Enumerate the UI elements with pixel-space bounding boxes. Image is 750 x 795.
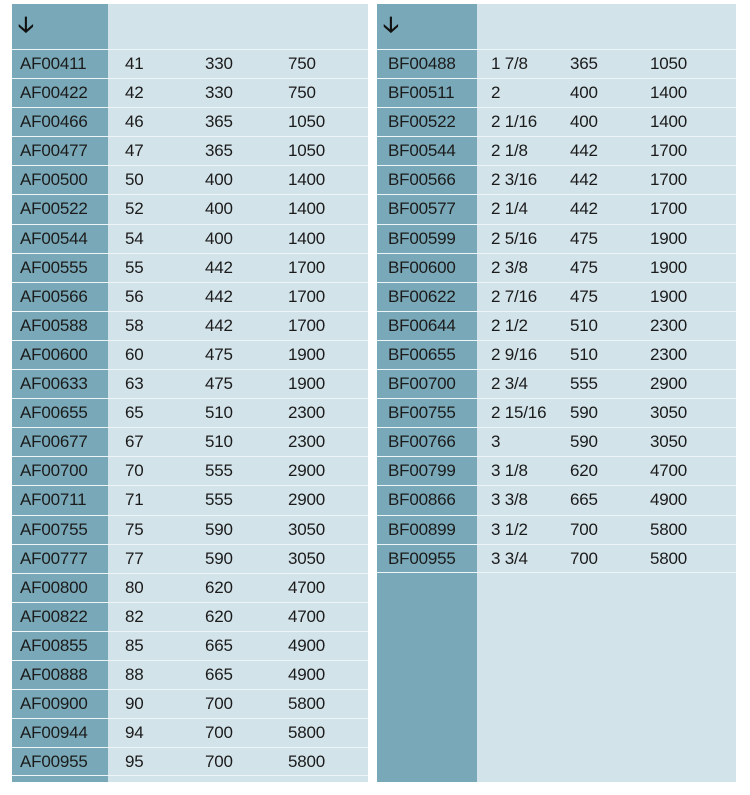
value-a-cell: 400 <box>205 170 233 190</box>
value-a-cell: 442 <box>205 315 233 335</box>
value-a-cell: 510 <box>570 315 598 335</box>
size-cell: 3 1/2 <box>491 519 528 539</box>
value-b-cell: 1900 <box>650 228 688 248</box>
right-table-rows <box>377 49 736 573</box>
table-row <box>12 369 368 398</box>
size-cell: 67 <box>125 432 144 452</box>
table-row <box>377 253 736 282</box>
part-code-cell: BF00544 <box>388 141 456 161</box>
part-code-cell: AF00888 <box>20 664 88 684</box>
part-code-cell: BF00644 <box>388 315 456 335</box>
part-code-cell: AF00555 <box>20 257 88 277</box>
table-row <box>377 282 736 311</box>
value-b-cell: 2300 <box>288 403 326 423</box>
table-row <box>377 107 736 136</box>
value-a-cell: 442 <box>570 170 598 190</box>
part-code-cell: BF00600 <box>388 257 456 277</box>
size-cell: 46 <box>125 112 144 132</box>
table-row <box>12 194 368 223</box>
value-a-cell: 442 <box>205 257 233 277</box>
table-row <box>12 747 368 776</box>
value-b-cell: 5800 <box>650 548 688 568</box>
part-code-cell: BF00899 <box>388 519 456 539</box>
size-cell: 2 3/4 <box>491 374 528 394</box>
value-b-cell: 1900 <box>288 374 326 394</box>
size-cell: 2 3/8 <box>491 257 528 277</box>
part-code-cell: BF00799 <box>388 461 456 481</box>
size-cell: 2 1/2 <box>491 315 528 335</box>
value-a-cell: 475 <box>205 344 233 364</box>
value-b-cell: 1400 <box>650 112 688 132</box>
right-table-panel <box>377 4 736 782</box>
part-code-cell: BF00655 <box>388 344 456 364</box>
value-a-cell: 590 <box>205 548 233 568</box>
value-a-cell: 475 <box>205 374 233 394</box>
table-row <box>377 165 736 194</box>
value-a-cell: 400 <box>570 112 598 132</box>
part-code-cell: AF00466 <box>20 112 88 132</box>
value-a-cell: 510 <box>205 432 233 452</box>
size-cell: 3 3/8 <box>491 490 528 510</box>
value-b-cell: 2300 <box>288 432 326 452</box>
size-cell: 77 <box>125 548 144 568</box>
value-b-cell: 4900 <box>288 664 326 684</box>
value-a-cell: 330 <box>205 83 233 103</box>
table-row <box>12 49 368 78</box>
table-row <box>377 485 736 514</box>
value-b-cell: 1400 <box>650 83 688 103</box>
value-a-cell: 590 <box>570 432 598 452</box>
value-b-cell: 3050 <box>650 403 688 423</box>
size-cell: 3 1/8 <box>491 461 528 481</box>
value-a-cell: 442 <box>570 141 598 161</box>
value-a-cell: 400 <box>205 228 233 248</box>
part-code-cell: AF00655 <box>20 403 88 423</box>
value-a-cell: 442 <box>205 286 233 306</box>
size-cell: 2 1/4 <box>491 199 528 219</box>
part-code-cell: BF00755 <box>388 403 456 423</box>
table-row <box>377 78 736 107</box>
size-cell: 80 <box>125 577 144 597</box>
table-row <box>12 165 368 194</box>
value-b-cell: 1900 <box>650 257 688 277</box>
size-cell: 95 <box>125 752 144 772</box>
value-b-cell: 1700 <box>650 199 688 219</box>
value-a-cell: 400 <box>570 83 598 103</box>
part-code-cell: AF00633 <box>20 374 88 394</box>
part-code-cell: AF00477 <box>20 141 88 161</box>
size-cell: 94 <box>125 723 144 743</box>
part-code-cell: AF00777 <box>20 548 88 568</box>
left-table-panel <box>12 4 368 782</box>
part-code-cell: AF00600 <box>20 344 88 364</box>
value-a-cell: 700 <box>570 548 598 568</box>
part-code-cell: AF00800 <box>20 577 88 597</box>
part-code-cell: AF00900 <box>20 694 88 714</box>
part-code-cell: BF00766 <box>388 432 456 452</box>
table-row <box>12 602 368 631</box>
table-row <box>12 660 368 689</box>
part-code-cell: BF00866 <box>388 490 456 510</box>
table-row <box>377 427 736 456</box>
part-code-cell: BF00622 <box>388 286 456 306</box>
arrow-down-icon: 🡣 <box>383 12 399 37</box>
part-code-cell: AF00955 <box>20 752 88 772</box>
part-code-cell: AF00944 <box>20 723 88 743</box>
table-row <box>377 515 736 544</box>
size-cell: 71 <box>125 490 144 510</box>
table-row <box>12 718 368 747</box>
part-code-cell: AF00566 <box>20 286 88 306</box>
value-b-cell: 4900 <box>650 490 688 510</box>
size-cell: 70 <box>125 461 144 481</box>
size-cell: 82 <box>125 606 144 626</box>
size-cell: 41 <box>125 54 144 73</box>
value-a-cell: 365 <box>570 54 598 73</box>
value-a-cell: 665 <box>570 490 598 510</box>
table-row <box>12 224 368 253</box>
value-b-cell: 1050 <box>650 54 688 73</box>
value-b-cell: 4700 <box>650 461 688 481</box>
table-row <box>377 194 736 223</box>
size-cell: 2 <box>491 83 501 103</box>
table-row <box>377 369 736 398</box>
value-b-cell: 1700 <box>288 286 326 306</box>
size-cell: 2 15/16 <box>491 403 547 423</box>
part-code-cell: AF00522 <box>20 199 88 219</box>
value-b-cell: 1400 <box>288 228 326 248</box>
part-code-cell: AF00422 <box>20 83 88 103</box>
size-cell: 60 <box>125 344 144 364</box>
size-cell: 50 <box>125 170 144 190</box>
table-row <box>377 456 736 485</box>
part-code-cell: AF00822 <box>20 606 88 626</box>
table-row <box>12 282 368 311</box>
part-code-cell: AF00544 <box>20 228 88 248</box>
part-code-cell: AF00711 <box>20 490 87 510</box>
value-a-cell: 620 <box>205 577 233 597</box>
value-b-cell: 5800 <box>288 752 326 772</box>
value-a-cell: 700 <box>205 694 233 714</box>
value-a-cell: 442 <box>570 199 598 219</box>
size-cell: 2 7/16 <box>491 286 538 306</box>
table-row <box>12 78 368 107</box>
part-code-cell: AF00411 <box>20 54 87 73</box>
table-row <box>12 311 368 340</box>
size-cell: 55 <box>125 257 144 277</box>
value-a-cell: 475 <box>570 228 598 248</box>
part-code-cell: BF00566 <box>388 170 456 190</box>
size-cell: 2 1/8 <box>491 141 528 161</box>
value-b-cell: 4700 <box>288 577 326 597</box>
value-a-cell: 555 <box>205 490 233 510</box>
value-b-cell: 1900 <box>650 286 688 306</box>
table-row <box>377 49 736 78</box>
size-cell: 56 <box>125 286 144 306</box>
table-row <box>377 311 736 340</box>
size-cell: 58 <box>125 315 144 335</box>
value-a-cell: 555 <box>570 374 598 394</box>
size-cell: 3 <box>491 432 501 452</box>
value-a-cell: 330 <box>205 54 233 73</box>
value-b-cell: 4900 <box>288 635 326 655</box>
part-code-cell: BF00599 <box>388 228 456 248</box>
value-b-cell: 1400 <box>288 170 326 190</box>
table-row <box>377 340 736 369</box>
value-a-cell: 665 <box>205 664 233 684</box>
table-row <box>12 340 368 369</box>
table-row <box>377 224 736 253</box>
size-cell: 90 <box>125 694 144 714</box>
value-b-cell: 750 <box>288 83 316 103</box>
value-b-cell: 4700 <box>288 606 326 626</box>
value-a-cell: 475 <box>570 286 598 306</box>
part-code-cell: AF00588 <box>20 315 88 335</box>
part-code-cell: BF00700 <box>388 374 456 394</box>
size-cell: 88 <box>125 664 144 684</box>
size-cell: 85 <box>125 635 144 655</box>
value-a-cell: 475 <box>570 257 598 277</box>
part-code-cell: BF00955 <box>388 548 456 568</box>
table-row <box>377 136 736 165</box>
value-a-cell: 620 <box>205 606 233 626</box>
size-cell: 3 3/4 <box>491 548 528 568</box>
value-b-cell: 1900 <box>288 344 326 364</box>
value-b-cell: 2900 <box>288 490 326 510</box>
value-b-cell: 3050 <box>288 519 326 539</box>
part-code-cell: AF00855 <box>20 635 88 655</box>
value-a-cell: 365 <box>205 141 233 161</box>
value-a-cell: 400 <box>205 199 233 219</box>
value-b-cell: 1050 <box>288 112 326 132</box>
value-a-cell: 700 <box>205 723 233 743</box>
value-a-cell: 555 <box>205 461 233 481</box>
table-row <box>12 631 368 660</box>
table-row <box>12 689 368 718</box>
value-a-cell: 510 <box>205 403 233 423</box>
value-b-cell: 1050 <box>288 141 326 161</box>
value-b-cell: 1700 <box>650 141 688 161</box>
table-row <box>12 456 368 485</box>
value-b-cell: 3050 <box>288 548 326 568</box>
value-a-cell: 365 <box>205 112 233 132</box>
value-b-cell: 5800 <box>288 723 326 743</box>
table-row <box>377 544 736 573</box>
table-row <box>12 136 368 165</box>
part-code-cell: BF00488 <box>388 54 456 73</box>
value-b-cell: 5800 <box>288 694 326 714</box>
table-row <box>12 515 368 544</box>
value-a-cell: 700 <box>570 519 598 539</box>
size-cell: 54 <box>125 228 144 248</box>
left-table-rows <box>12 49 368 776</box>
table-row <box>377 398 736 427</box>
size-cell: 2 3/16 <box>491 170 538 190</box>
size-cell: 63 <box>125 374 144 394</box>
size-cell: 65 <box>125 403 144 423</box>
part-code-cell: AF00677 <box>20 432 88 452</box>
size-cell: 75 <box>125 519 144 539</box>
size-cell: 1 7/8 <box>491 54 528 73</box>
table-row <box>12 427 368 456</box>
value-a-cell: 700 <box>205 752 233 772</box>
value-b-cell: 3050 <box>650 432 688 452</box>
size-cell: 2 9/16 <box>491 344 538 364</box>
value-a-cell: 510 <box>570 344 598 364</box>
size-cell: 2 5/16 <box>491 228 538 248</box>
value-b-cell: 2300 <box>650 344 688 364</box>
part-code-cell: AF00500 <box>20 170 88 190</box>
table-row <box>12 398 368 427</box>
table-row <box>12 544 368 573</box>
part-code-cell: BF00522 <box>388 112 456 132</box>
value-b-cell: 1700 <box>650 170 688 190</box>
value-b-cell: 2900 <box>288 461 326 481</box>
part-code-cell: BF00577 <box>388 199 456 219</box>
value-b-cell: 2300 <box>650 315 688 335</box>
value-b-cell: 1700 <box>288 315 326 335</box>
size-cell: 42 <box>125 83 144 103</box>
value-b-cell: 5800 <box>650 519 688 539</box>
table-row <box>12 253 368 282</box>
part-code-cell: BF00511 <box>388 83 455 103</box>
value-a-cell: 620 <box>570 461 598 481</box>
size-cell: 2 1/16 <box>491 112 538 132</box>
part-code-cell: AF00755 <box>20 519 88 539</box>
table-row <box>12 107 368 136</box>
value-b-cell: 2900 <box>650 374 688 394</box>
value-a-cell: 590 <box>570 403 598 423</box>
table-row <box>12 573 368 602</box>
size-cell: 52 <box>125 199 144 219</box>
value-a-cell: 665 <box>205 635 233 655</box>
value-b-cell: 1700 <box>288 257 326 277</box>
value-b-cell: 1400 <box>288 199 326 219</box>
value-b-cell: 750 <box>288 54 316 73</box>
arrow-down-icon: 🡣 <box>18 12 34 37</box>
value-a-cell: 590 <box>205 519 233 539</box>
part-code-cell: AF00700 <box>20 461 88 481</box>
table-row <box>12 485 368 514</box>
size-cell: 47 <box>125 141 144 161</box>
